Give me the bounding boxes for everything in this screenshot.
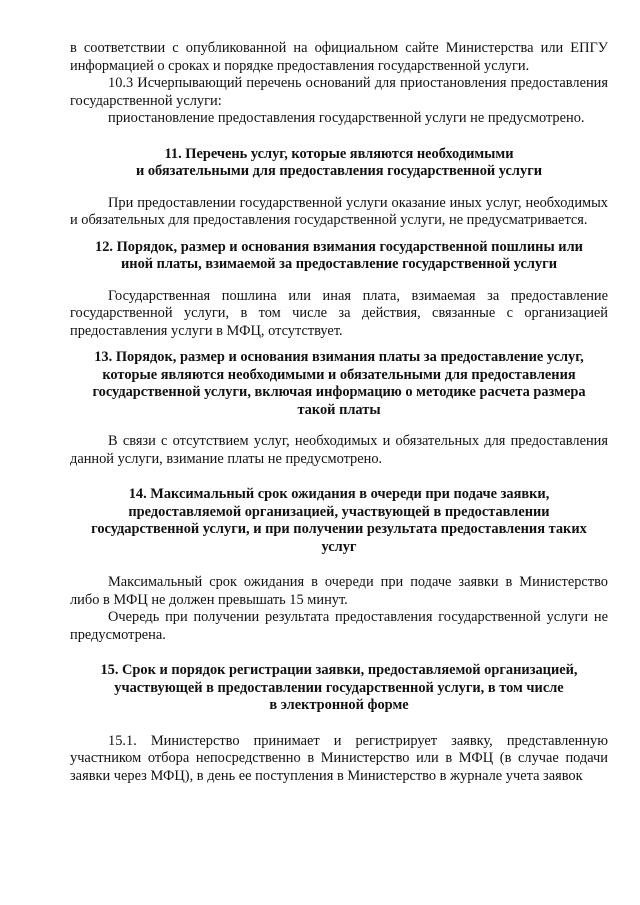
heading-line: 12. Порядок, размер и основания взимания государственной пошлины или (95, 238, 583, 255)
paragraph-10-3: 10.3 Исчерпывающий перечень оснований для приостановления предоставления государственной услуги: (70, 75, 608, 109)
heading-line: услуг (321, 538, 357, 555)
section-13-paragraph: В связи с отсутствием услуг, необходимых и обязательных для предоставления данной услуги, взимание платы не предусмотрено. (70, 433, 608, 467)
paragraph-intro-1: в соответствии с опубликованной на официальном сайте Министерства или ЕПГУ информацией о сроках и порядке предоставления государственной услуги. (70, 40, 608, 74)
heading-line: 11. Перечень услуг, которые являются необходимыми (164, 145, 514, 162)
heading-line: 15. Срок и порядок регистрации заявки, предоставляемой организацией, (100, 662, 578, 678)
heading-line: государственной услуги, и при получении результата предоставления таких (91, 521, 587, 537)
paragraph-10-3-item: приостановление предоставления государственной услуги не предусмотрено. (108, 110, 585, 126)
heading-line: и обязательными для предоставления государственной услуги (135, 163, 543, 179)
section-14-paragraph-2: Очередь при получении результата предоставления государственной услуги не предусмотрена. (70, 609, 608, 643)
section-12-paragraph: Государственная пошлина или иная плата, взимаемая за предоставление государственной услуги, в том числе за действия, связанные с организацией предоставления услуги в МФЦ, отсутствует. (70, 287, 608, 339)
section-13-heading (70, 349, 608, 419)
heading-line: участвующей в предоставлении государственной услуги, в том числе (114, 679, 564, 696)
section-11-paragraph: При предоставлении государственной услуги оказание иных услуг, необходимых и обязательных для предоставления государственной услуги, не предусматривается. (70, 194, 608, 228)
section-14-paragraph-1: Максимальный срок ожидания в очереди при подаче заявки в Министерство либо в МФЦ не должен превышать 15 минут. (70, 574, 608, 608)
heading-line: 14. Максимальный срок ожидания в очереди при подаче заявки, (128, 486, 550, 502)
heading-line: 13. Порядок, размер и основания взимания платы за предоставление услуг, (94, 349, 584, 365)
heading-line: такой платы (297, 401, 381, 418)
heading-line: предоставляемой организацией, участвующей в предоставлении (128, 503, 550, 520)
heading-line: иной платы, взимаемой за предоставление государственной услуги (120, 256, 558, 272)
section-12-heading (70, 239, 608, 274)
section-15-paragraph: 15.1. Министерство принимает и регистрирует заявку, представленную участником отбора непосредственно в Министерство или в МФЦ (в случае подачи заявки через МФЦ), в день ее поступления в Министерство в журнале учета заявок (70, 732, 608, 784)
heading-line: государственной услуги, включая информацию о методике расчета размера (92, 384, 586, 400)
heading-line: в электронной форме (269, 697, 409, 713)
section-11-heading (70, 146, 608, 181)
section-14-heading (70, 486, 608, 556)
section-15-heading (70, 662, 608, 715)
heading-line: которые являются необходимыми и обязательными для предоставления (102, 366, 576, 383)
